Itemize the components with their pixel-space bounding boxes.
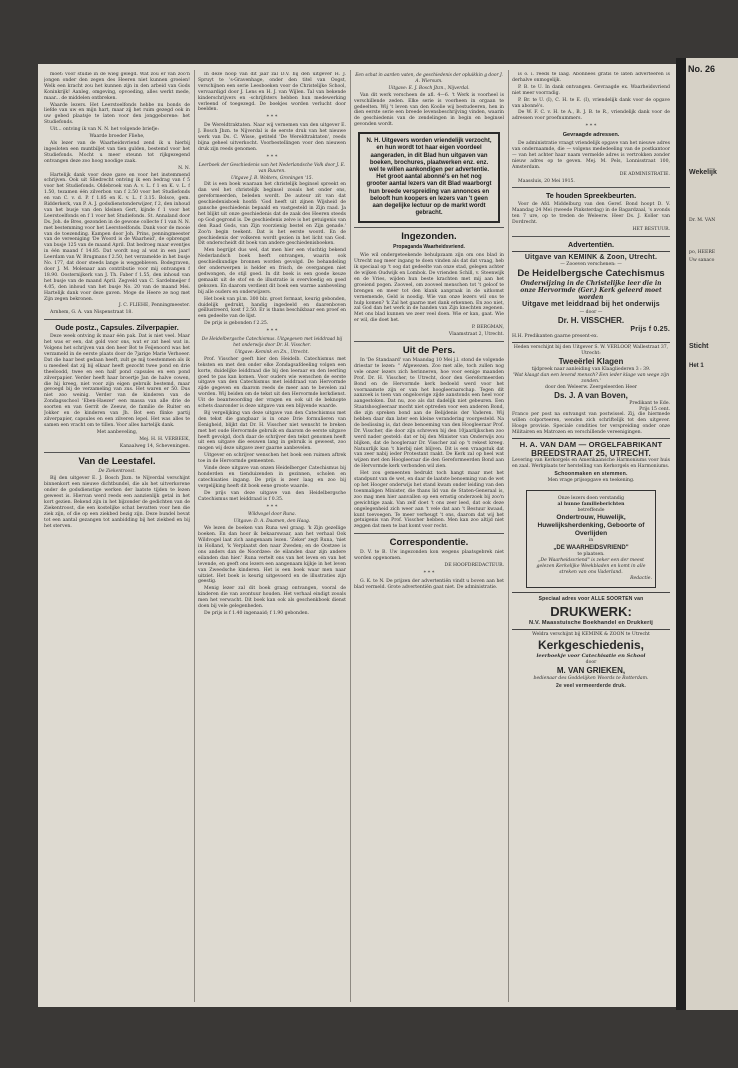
col2-paragraph: De prijs is f 1.40 ingenaaid; f 1.90 gebonden.: [204, 610, 310, 616]
ad-intro: Heden verschijnt bij den Uitgever S. W. VERLOOP, Wallestraat 37, Utrecht:: [513, 345, 669, 357]
fragment-text: Wekelijk: [689, 169, 717, 176]
oude-place: Kanaalweg 14, Scheveningen.: [119, 443, 190, 449]
gevraagde-adressen-place: Maassluis, 20 Mei 1915.: [518, 178, 575, 184]
ad-top: Speciaal adres voor ALLE SOORTEN van: [538, 596, 644, 603]
ingezonden-heading: Ingezonden.: [401, 231, 457, 243]
ad-note: „De Waarheidsvriend" is zeker een der meest gelezen Kerkelijke Weekbladen en komt in alle streken van ons Vaderland.: [536, 558, 646, 576]
ad-subline: — Zooeven verschenen: —: [560, 262, 622, 268]
column-2: [198, 72, 346, 1002]
ad-door: door: [585, 660, 597, 666]
ingezonden-place: Vlaamstraat 2, Utrecht.: [448, 332, 504, 338]
fragment-text: Het 1: [689, 363, 704, 369]
letter-signature: N. N.: [178, 165, 190, 171]
ad-address: BREEDSTRAAT 25, UTRECHT.: [531, 448, 651, 458]
ad-mid: betreffende: [577, 508, 605, 514]
fragment-text: Dr. M. VAN: [689, 218, 716, 223]
ad-top: Weldra verschijnt bij KEMINK & ZOON te Utrecht: [532, 632, 650, 638]
ad-bold-line: al hunne familieberichten: [557, 502, 625, 508]
ad-note: Men vrage prijsopgave en teekening.: [547, 478, 635, 484]
ad-author: M. VAN GRIEKEN,: [556, 666, 626, 676]
familieberichten-ad: [526, 490, 656, 588]
col2-paragraph: De prijs is gebonden f 2.25.: [204, 321, 269, 327]
ad-company: N.V. Maasstuische Boekhandel en Drukkerij: [529, 619, 653, 626]
separator-stars: * * *: [423, 569, 435, 576]
ad-author: Dr. H. VISSCHER.: [557, 315, 625, 325]
fragment-text: Sticht: [689, 343, 709, 350]
col3-paragraph: Van dit werk verscheen de afl. 4—6. 't Werk is voorheel is verschillende zeden. Elke serie is voorheen in orgaan te gedeelten. Wij 't leven van den Koolie wij bestudeeren, hen in dien eerste serie een breede levensbeschrijving vinden, waarin de geschiedenis van de zendelingen in begin en beginsel gevonden wordt.: [354, 92, 504, 128]
book-publisher: Uitgave: Kemink en Zn., Utrecht.: [235, 349, 309, 355]
col4-paragraph: De W. F. C. v. H. te A., B. J. B. te R., vriendelijk dank voor de adressen voor proefnummers.: [512, 110, 670, 122]
ad-paper-name: „DE WAARHEIDSVRIEND": [553, 545, 629, 552]
ad-text: Levering van Kerkorgels en Amerikaansche Harmoniums voor huis en zaal. Werkplaats ter herstelling van Kerkorgels en Harmoniums.: [512, 458, 670, 469]
verloop-klagen-ad: [512, 342, 670, 438]
gevraagde-adressen-signature: DE ADMINISTRATIE.: [619, 171, 670, 177]
spreekbeurten-heading: Te houden Spreekbeurten.: [545, 191, 637, 201]
book-publisher: Uitgave: D. A. Daamen, den Haag.: [233, 519, 311, 525]
ad-event-list: Ondertrouw, Huwelijk, Huwelijksherdenking, Geboorte of Overlijden: [537, 514, 645, 538]
col1-top-text: moet: voor studie in de wieg gelegd. Wat zou er van zoo'n jongen onder den zegen des Heeren niet kunnen groeien! Welk een kracht zou het kunnen zijn in den arbeid van Gods Koninkrijk! Aanleg, omgeving, opvoeding, alles werkt mede, maar... de middelen ontbreken.: [44, 72, 190, 101]
ad-price: Prijs 15 cent.: [639, 406, 670, 412]
oude-postzegels-heading: Oude postz., Capsules. Zilverpapier.: [55, 323, 179, 333]
col2-paragraph: Vinde deze uitgave van onzen Heidelberger Catechismus bij honderden en tienduizenden in gezinnen, scholen en catechisaties ingang. De prijs is zeer laag en zoo bij vergelijking heeft dit boek eene groote waarde.: [198, 466, 346, 489]
ad-role: bedienaar des Goddelijken Woords te Rotterdam.: [533, 676, 649, 682]
ad-title: Kerkgeschiedenis,: [537, 638, 645, 653]
col3-top-title: Een schat in aarden vaten, de geschiedenis der opluikkin g door J. A. Wiersum.: [355, 73, 503, 84]
ad-end: te plaatsen.: [577, 552, 605, 558]
column-4: [512, 72, 670, 1002]
col2-paragraph: Dit is een boek waaraan het christelijk beginsel spreekt en dan wel het christelijk beginsel zooals het onder ons, gereformeerden, beleden wordt. De auteur zit van dat geschiedenisboek hoofd: 'God heeft uit zijnen Wijsheid de gansche geschiedenis bepaald en vastgesteld in Zijn raad. Ja het blijkt uit onze geschiedenis dat de zaak des Heeren steeds op God gegrond is. De geschiedenis zelve is het getuigenis van den Raad Gods, van Zijn voorzienig bestel en Zijn genade.' Zoo'n begin teekent. Dat is het eerste woord. En de geschiedenis der volkeren wordt gezien in het licht van God. Dit onderscheidt dit boek van andere geschiedenisboeken.: [198, 182, 346, 247]
col2-paragraph: De prijs van deze uitgave van den Heidelbergsche Catechismus met leiddraad is f 0.35.: [198, 490, 346, 502]
ad-script-line: Onderwijzing in de Christelijke leer die in onze Hervormde (Ger.) Kerk geleerd moet worden: [520, 280, 662, 302]
ingezonden-subheading: Propaganda Waarheidsvriend.: [393, 244, 465, 251]
gifts-signature: J. C. FLIEHE, Penningmeester.: [118, 303, 190, 309]
leestafel-heading: Van de Leestafel.: [78, 456, 156, 468]
book-title: Wildvogel door Runa.: [248, 512, 296, 518]
correspondentie-signature: DE HOOFDREDACTEUR.: [444, 563, 504, 569]
ad-title: DRUKWERK:: [550, 603, 632, 619]
col2-paragraph: De Wereldtraktaten. Naar wij vernemen van den uitgever E. J. Bosch Jbzn. te Nijverdal is de eerste druk van het nieuwe werk van Ds. C. Wisse, getiteld 'De Wereldtraktaten', reeds bijna geheel uitverkocht. Voorbestellingen voor den nieuwen druk zijn reeds genomen.: [198, 123, 346, 152]
column-3: [354, 72, 504, 1002]
fragment-text: Uw sanaco: [689, 258, 715, 263]
oude-close: Met aanbeveling,: [96, 429, 138, 435]
ad-in: in: [588, 538, 594, 544]
divider: [44, 452, 190, 453]
ad-edition: 2e veel vermeerderde druk.: [556, 682, 626, 689]
letter-title: Waarde broeder Fliehe,: [89, 134, 145, 140]
separator-stars: * * *: [266, 328, 278, 335]
gifts-place: Arnhem, G. A. van Nispenstraat 18.: [50, 310, 133, 316]
correspondentie-text-2: G. K. te N. De prijzen der advertentiën vindt u boven aan het blad vermeld. Grote advertentiën gaat niet. De administratie.: [354, 578, 504, 590]
letter-text: Als lezer van de Waarheidsvriend zend ik u hierbij ingesloten een muntbiljet van tien gulden, bestemd voor het Studiefonds. Mocht u meer steunn tot rijkgezegend ontvangen deze zoo hoog noodige zaak.: [44, 140, 190, 164]
separator-stars: * * *: [266, 153, 278, 160]
col2-paragraph: Men begrijpt dus wel, dat men hier een vluchtig bekend Nederlandsch boek heeft ontvangen, waarin ook geschiedkundige bronnen worden gevolgd. De behandeling der onderwerpen is helder en frisch, de overgangen niet gedwongen, de stijl goed. In dit boek is een goede keuze gemaakt uit de stof en de illustratie is overvloedig en goed gekozen. En daarom verdient dit boek een warme aanbeveling bij alle ouders en onderwijzers.: [198, 248, 346, 295]
column-rule: [350, 70, 351, 1002]
separator-stars: * * *: [585, 123, 597, 130]
book-title: Leerboek der Geschiedenis van het Nederlandsche Volk door J. E. van Ruuren.: [198, 162, 346, 174]
publishers-notice-box: N. H. Uitgevers worden vriendelijk verzocht, en hun wordt tot haar eigen voordeel aangeraden, in dit Blad hun uitgaven van boeken, brochures, plaatwerken enz. enz. wel te willen aankondigen per advertentie. Het groot aantal abonné's en het nog grooter aantal lezers van dit Blad waarborgt hun breede verspreiding van annonces en belooft hun koopers en lezers van 't geen aan degelijke lectuur op de markt wordt gebracht.: [358, 132, 500, 223]
uit-de-pers-text: In 'De Standaard' van Maandag 10 Mei j.l. stond de volgende driestar te lezen: '' Afgewezen. Zoo met alle, toch zullen nog vele onzer lezers zich herinneren, hoe voor eenige maanden Prof. Dr. H. Visscher, te Utrecht, door den Gereformeerden Bond en de Hervormde kerk bedoeld werd voor het voornaamste zijn er van het hoogleeraarschap. Tegen dit aanzoek is toen van ongeloovige zijde aanstonds een heel voor aangestoken. Dat nu, zoo als dat dadelijk niet gebeuren. Een Staatshoogleeraar mocht niet optreden voor een anderen Bond, die zijn spreken bond aan de Belijdenis der Vaderen. Wij hebben daar dan later een kleine verandering voorgesteld. Na de beslissing is, dat deze benoeming van den Hoogleeraar Prof. Dr. Visscher, die door zijn schreven bij den 10jaarlijkschen zoo werd nader gesteld: dat er bij den Minister van Onderwijs zou blijken, dat de hoogleraar Dr. Visscher zal op 't rekest kreeg. Natuurlijk kan 't hierbij niet blijven. Dit is een vraagstuk dat van zeer nabij ieder Protestant raakt. De Kerk zal op heel wat wijzen met den Hoogleeraar die den Gereformeerden Bond aan de Hervormde kerk verbonden wil zien.: [354, 357, 504, 470]
ad-door: — door —: [579, 309, 603, 315]
col2-paragraph: Menig lezer zal dit boek graag ontvangen, vooral de kinderen die van avontuur houden. Het verhaal eindigt zooals men het verwacht. Dit boek kan ook als geschenkboek dienst doen bij vele gelegenheden.: [198, 586, 346, 610]
spreekbeurten-signature: HET BESTUUR.: [632, 227, 670, 233]
column-rule: [194, 70, 195, 1002]
separator-stars: * * *: [266, 503, 278, 510]
ad-role: Predikant te Ede.: [629, 400, 670, 406]
ad-door: door den Weleerw. Zeergeleerden Heer: [545, 384, 637, 390]
col2-paragraph: We lezen de boeken van Runa wel graag. 'k Zijn gezellige boeken. En dan hoor ik bekaarswaar, aan het verhaal Ook Wildvogel laat zich aangenaam lezen. 'Zeker' zegt Runa, 'niet in Holland, 'k Verplaatst den naar Zweden; en de Oostzee is ons anders dan de Noordzee: de eilanden daar zijn andere eilanden dan hier.' Runa vertelt ons van het leven en van het levende, en geeft ons lezers een aangenaam kijkje in het leven van Zweedsche kinderen. Het is een boek waar men naar uitziet. Het boek is keurig uitgevoerd en de illustraties zijn geestig.: [198, 526, 346, 585]
ad-signature: Redactie.: [630, 576, 652, 582]
col4-paragraph: P. Br. te U. (I), C. H. te E. (I), vriendelijk dank voor de opgave van abonné's.: [512, 97, 670, 109]
ad-author: Ds. J. A van Boven,: [554, 390, 628, 400]
correspondentie-text: D. V. te B. Uw ingezonden kon wegens plaatsgebrek niet worden opgenomen.: [354, 550, 504, 562]
ad-sub: tijdpreek naar aanleiding van Klaagliederen 3 : 39.: [531, 366, 651, 372]
divider: [354, 533, 504, 534]
newspaper-page: [38, 64, 676, 1007]
column-1: [44, 72, 190, 1002]
ad-quote: 'Wat klaagt dan een levend mensch? Een ieder klage van wege zijn zonden.': [512, 372, 670, 384]
next-page-fragment: [686, 58, 738, 1010]
book-title: De Heidelbergsche Catechismus. Uitgegeven met leiddraad bij het onderwijs door Dr. H. Visscher.: [201, 337, 343, 348]
ad-line: Uitgave met leiddraad bij het onderwijs: [522, 301, 660, 309]
oude-postzegels-text: Deze week ontving ik maar één pak. Dat is niet veel. Maar het was er een, dat gold voor ons, wat er zat heel wat in. Volgens het schrijven van den heer Bot te Feijenoord was het verzameld in de eerste plaats door de 7jarige Marie Verhoeer. Dat die haar best gedaan heeft, zult ge mij toestemmen als ik u meedeel dat zij bij elkaar heeft gezocht twee pond en drie theeloodd, twee en een half pond capsules en een pond zilverpapier. Verder heeft haar broertje Jan de halve cowen, die hij kreeg, niet voor zijn eigen gebruik bestemd, maar gevoegd bij de verzameling van zus. Het waren er 50. Dus niet zoo weinig. Verder van de kinderen van de Zondagsschool 'Eben-Haezer' een massa van alle drie de soorten en van Gerrit de Zeeuw, de familie de Ruiter en Jokker en de kinderen van Jh. Bot een flinke partij zilverpapier, capsules en een zilveren lepel. Het was alles te samen een vracht om te tillen. Voor alles hartelijk dank.: [44, 334, 190, 428]
col2-paragraph: Prof. Visscher geeft hier den Heidelb. Catechismus met teksten en met den onder elke Zondagsafdeeling volgen een korte, duidelijke leiddraad die bij den leeraar en den leerling goed te pas kan komen. Voor ouders wie wenschen de eerste uitgave van den Catechismus met leiddraad van Hervormde zijde gegeven en daarom reeds de meer aan te bevelen zal worden. Wij beiden om de tekst uit den Hervormde kerkdienst. Uit de beantwoording der vragen en ook uit de beknopte schets daaronder is deze uitgave van een blijvende waarde.: [198, 356, 346, 410]
divider: [354, 341, 504, 342]
ad-title: H. A. VAN DAM — ORGELFABRIKANT: [519, 440, 663, 450]
spreekbeurten-text: Voor de Afd. Middelburg van den Geref. Bond hoopt D. V. Maandag 24 Mei (tweede Pinksterdag) in de Bagardzaal, 's avonds ten 7 ure, op te treden de Weleerw. Heer Ds. J. Koller van Dordrecht.: [512, 202, 670, 226]
col1-quote: Waarde lezers. Het Leerstoelfonds hebbe nu bonds de liefde van uw en mijn hart, maar zij het ruim gezegd ook in uw gebed plaatsje te laten voor den jonggeborene: het Studiefonds.: [44, 102, 190, 126]
ad-sub: leerboekje voor Catechisatie en School: [536, 653, 646, 660]
ad-price: Prijs f 0.25.: [630, 325, 670, 333]
van-dam-orgel-ad: [512, 438, 670, 486]
kerkgeschiedenis-ad: [512, 629, 670, 692]
uit-de-pers-text-2: Het zou gemeenten bedrukt toch hangt maar met het standpunt van de wet, en daar de laatste benoeming van de wet op het Hooger onderwijs het stand kwam onder leiding van den toenmaligen Minister, die thans lid van de Staten-Generaal is, zoo mag men hier aanvallen op een ernstig onderzoek bij zoo'n gewichtige zaak. Van zelf doet 't ons zeer leed, dat ook deze ongelegenheid zich weer aan 't vele dat aan 't Bestuur kwaad, kunt toevoegen. Te meer verheugt 't ons, daarom dat wij het getuigenis van Prof. Visscher hebben. Men kan zoo altijd niet zeggen dat men te laat komt voor recht.: [354, 471, 504, 530]
correspondentie-heading: Correspondentie.: [389, 537, 469, 549]
col1-sig: Uit... ontving ik van N. N. het volgende briefje:: [50, 127, 160, 133]
ad-bold: Schoonmaken en stemmen.: [554, 470, 628, 477]
col2-paragraph: Uitgever en schrijver wenschen het boek een ruimen aftrek toe in de Hervormde gemeenten.: [198, 453, 346, 465]
ad-note: Franco per post na ontvangst van postwissel. Zij, die hiermede willen colporteeren, wenden zich schriftelijk tot den uitgever. Hooge provisie. Speciale condities ter verspreiding onder onze Militairen en Matrozen en verschillende vereenigingen.: [512, 412, 670, 436]
kemink-catechismus-ad: [512, 251, 670, 342]
gevraagde-adressen-text: De administratie vraagt vriendelijk opgave van het nieuwe adres van ondernaamde, die — volgens mededeeling van de postkantoor — van het achter haar naam vermelde adres is vertrokken zonder nieuw adres op te geven. Mej. M. Pels, Lonnisstraat 100, Amsterdam.: [512, 141, 670, 170]
separator-stars: * * *: [266, 114, 278, 121]
ad-title: De Heidelbergsche Catechismus: [517, 268, 665, 280]
col4-top-text: is o. i. reeds te laag. Abonnees gratis te laten adverteeren is derhalve onmogelijk.: [512, 72, 670, 83]
col2-top-text: In deze hoop van dit jaar zal D.V. bij den uitgever H. J. Spruyt te 's-Gravenhage, onder den titel van Oogst, verschijnen een serie Leesboeken voor de Christelijke School, vervaardigd door J. Lens en H. J. van Wijlen. Tal van bekende kinderschrijvers en -schrijfsters hebben hun medewerking verleend of toegezegd. De boekjes worden verlucht door beelden.: [198, 72, 346, 113]
oude-signature: Mej. H. H. VERBEEK,: [139, 436, 190, 442]
page-gutter: [676, 58, 686, 1010]
ad-publisher: Uitgave van KEMINK & Zoon, Utrecht.: [524, 253, 658, 261]
col3-top-publisher: Uitgave: E. J. Bosch Jbzn., Nijverdal.: [388, 85, 470, 91]
book-publisher: Uitgave J. B. Wolters, Groningen '15.: [231, 175, 313, 181]
divider: [512, 236, 670, 237]
ad-top: Onze lezers doen verstandig: [557, 496, 625, 502]
fragment-text: po, HEERE: [689, 250, 716, 255]
uit-de-pers-heading: Uit de Pers.: [402, 344, 456, 356]
col2-paragraph: Het boek van pl.m. 300 blz. groot formaat, keurig gebonden, duidelijk gedrukt, handig ingedeeld en daarenboven geïllustreerd, kost f 2.50. Er is thans beschikbaar een proef en een gedeelte van de lijst.: [198, 296, 346, 320]
col4-paragraph: P. B. te U. In dank ontvangen. Gevraagde ex. Waarheidsvriend niet meer voorradig.: [512, 84, 670, 96]
column-rule: [508, 70, 509, 1002]
ingezonden-text: Wie wil ondergeteekende behulpzaam zijn om ons blad in Utrecht nog meer ingang te doen vinden als dat dat vraag, heb ik speciaal op 't oog dat gedeelte van onze stad, gelegen achter de wijken Oudwijk en Lombok. De vrienden Schill, v. Steenwijk en de Vries, wijden hun beste krachten met mij aan het groeiend pogen. Zooveel, om zooveel menschen tot 't geloof te brengen en meer tot den klank aanpraak in de uitkomst vernemende, Geld is noodig. Wie van onze lezers wil ons te hulp komen? 'k Zal het gaarne met dank erkennen. En zoo niet, zal God dan het werk in de handen van Zijn knechten zegenen. Met ons blad kunnen we zeer veel doen. Wie er kan, gaat. Wie er wil, die doet het.: [354, 253, 504, 324]
leestafel-subheading: De Ziekentroost.: [98, 469, 136, 475]
divider: [512, 187, 670, 188]
page-number: No. 26: [688, 64, 716, 74]
ad-note: H.H. Predikanten gaarne present-ex.: [512, 334, 599, 340]
drukwerk-ad: [512, 592, 670, 629]
ad-title: Tweeërlei Klagen: [558, 356, 624, 366]
col2-paragraph: Bij vergelijking van deze uitgave van den Catechismus met den tekst die gangbaar is in onze Drie formulieren van Eenigheid, blijkt dat Dr. H. Visscher niet wenscht te breken met het oude Hervormde gebruik en daarom de eerste uitgave heeft gevolgd, doch daar de schrijver den tekst genomen heeft uit een uitgave die eeuwen lang in gebruik is geweest, zoo mogen wij deze uitgave zeer gaarne aanbevelen.: [198, 410, 346, 452]
gifts-text: Hartelijk dank voor deze gave en voor het instemmend schrijven. Ook uit Sliedrecht ontving ik een bedrag van f 5 voor het Studiefonds. Oldebroek van A. v. L. f 1 en K. v. L. f 1.50, tezamen één zilverbon van f 2.50 voor het Studiefonds en van C. v. d. P. f 1.85 en K. v. L. f 3.15. Bolsce, gem. Ridderkerk, van P. A. J. godsdienstonderwijzer, f 2, den inhoud van het busje van den kleinen Gert, kijnde f 1 voor het Leerstoelfonds en f 1 voor het Studiefonds. St. Annaland door Ds. Joh. de Bres, gezonden in de gewone collecte f 1 van N. N. met bestemming voor het Leerstoelfonds. Dank voor de mooie van de toezending. Kampen door Joh. Prins, penningmeester van de vereeniging 'De Woord is de Waarheid', de opbrengst van busje 125 van de maand April. Dat bedroeg maar eventjes in één maand f 14.85. Dat wordt nog al wat in een jaar! Leerdam van W. Brugmans f 2.50, het verzamelde in het busje No. 177, dat door steeds lange is weggebleven. Bodegraven, door J. M. Molenaar aan contributie voor mij ontvangen f 18.90. Oosternijkerk van J. Th. Faber f 1.55, den inhoud van het busje van de maand April. Zegveld van C. Sardelmeijer f 4.05, den inhoud van het busje No. 20 van de maand Mei. Hartelijk dank voor deze gaven. Moge de Heere ze nog met Zijn zegen bekronen.: [44, 172, 190, 302]
divider: [354, 227, 504, 228]
gevraagde-adressen-heading: Gevraagde adressen.: [562, 132, 620, 139]
advertenties-heading: Advertentiën.: [568, 239, 614, 249]
ingezonden-signature: P. BERGMAN,: [471, 325, 504, 331]
leestafel-text: Bij den uitgever E. J. Bosch Jbzn. te Nijverdal verschijnt binnenkort een nieuwe dichtbundel, die als het uitverkorene onder de godsdienstige werken der laatste tijden te lezen geweest is. Hiervan werd reeds een aanzienlijk getal in het kort gezien. Bekend zijn in het bijzonder de gedichten van de Ziekentroost, die een kostelijke schat bevatten voor hen die ziek zijn, of die op een ziekbed bezig zijn. Deze bundel bevat tot een aantal gezangen tot aanbidding bij het ziekbed en bij het sterven.: [44, 476, 190, 529]
divider: [44, 319, 190, 320]
